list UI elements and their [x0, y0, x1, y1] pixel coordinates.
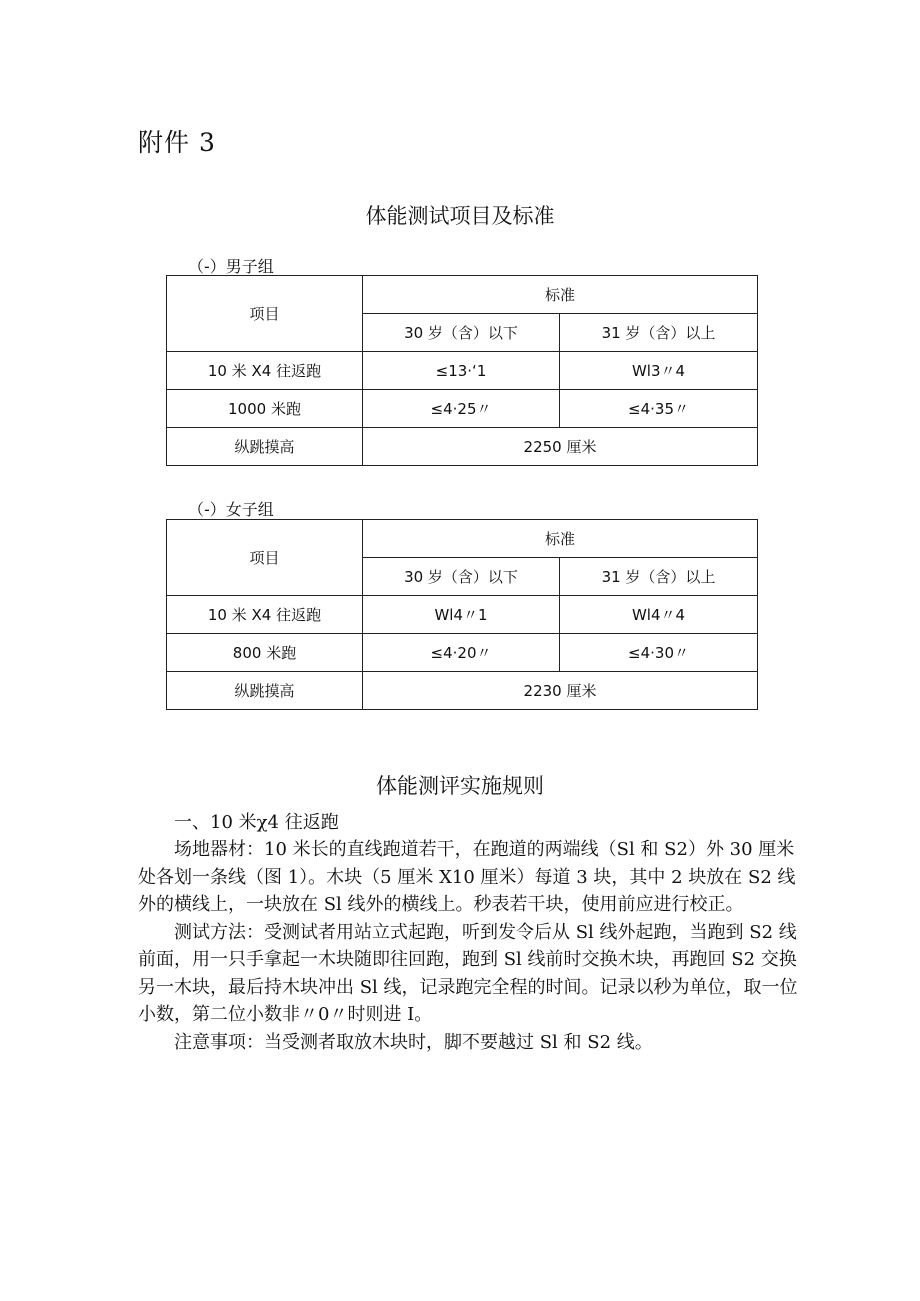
row-value-under30: ≤4·20〃: [363, 634, 560, 672]
paragraph-method: 测试方法：受测试者用站立式起跑，听到发令后从 Sl 线外起跑，当跑到 S2 线前面，用一只手拿起一木块随即往回跑，跑到 Sl 线前时交换木块，再跑回 S2 交换另一木块，最后持木块冲出 Sl 线，记录跑完全程的时间。记录以秒为单位，取一位小数，第二位小数非〃0〃时则进 I。: [138, 921, 798, 1025]
row-item-cell: 纵跳摸高: [167, 672, 363, 710]
male-group-label: （-）男子组: [188, 257, 274, 276]
table-row: [167, 428, 758, 466]
table-row: [167, 390, 758, 428]
male-standards-table: [166, 275, 758, 466]
header-age-under30: 30 岁（含）以下: [363, 314, 560, 352]
row-value-under30: ≤13·ʻ1: [363, 352, 560, 390]
row-value-over31: Wl4〃4: [560, 596, 758, 634]
header-item-cell: 项目: [167, 520, 363, 596]
rules-body: [138, 836, 798, 1056]
header-age-over31: 31 岁（含）以上: [560, 558, 758, 596]
paragraph-notes: 注意事项：当受测者取放木块时，脚不要越过 Sl 和 S2 线。: [174, 1031, 653, 1053]
header-standard-cell: 标准: [363, 520, 758, 558]
row-value-under30: ≤4·25〃: [363, 390, 560, 428]
row-item-cell: 800 米跑: [167, 634, 363, 672]
row-item-cell: 10 米 X4 往返跑: [167, 352, 363, 390]
table-row: [167, 596, 758, 634]
attachment-label: 附件 3: [138, 128, 216, 157]
row-item-cell: 1000 米跑: [167, 390, 363, 428]
table-header-row: [167, 520, 758, 558]
rules-title: 体能测评实施规则: [376, 774, 544, 798]
female-group-label: （-）女子组: [188, 500, 274, 519]
header-age-over31: 31 岁（含）以上: [560, 314, 758, 352]
page-title: 体能测试项目及标准: [365, 204, 555, 228]
row-item-cell: 10 米 X4 往返跑: [167, 596, 363, 634]
table-row: [167, 672, 758, 710]
header-item-cell: 项目: [167, 276, 363, 352]
header-standard-cell: 标准: [363, 276, 758, 314]
header-age-under30: 30 岁（含）以下: [363, 558, 560, 596]
section-heading: 一、10 米χ4 往返跑: [174, 812, 339, 833]
row-value-over31: ≤4·35〃: [560, 390, 758, 428]
table-header-row: [167, 276, 758, 314]
row-item-cell: 纵跳摸高: [167, 428, 363, 466]
table-row: [167, 634, 758, 672]
female-standards-table: [166, 519, 758, 710]
row-value-under30: Wl4〃1: [363, 596, 560, 634]
row-value-over31: Wl3〃4: [560, 352, 758, 390]
row-value-merged: 2250 厘米: [363, 428, 758, 466]
table-row: [167, 352, 758, 390]
paragraph-equipment: 场地器材：10 米长的直线跑道若干，在跑道的两端线（Sl 和 S2）外 30 厘米处各划一条线（图 1）。木块（5 厘米 X10 厘米）每道 3 块，其中 2 块放在 S2 线外的横线上，一块放在 Sl 线外的横线上。秒表若干块，使用前应进行校正。: [138, 839, 796, 915]
row-value-over31: ≤4·30〃: [560, 634, 758, 672]
row-value-merged: 2230 厘米: [363, 672, 758, 710]
